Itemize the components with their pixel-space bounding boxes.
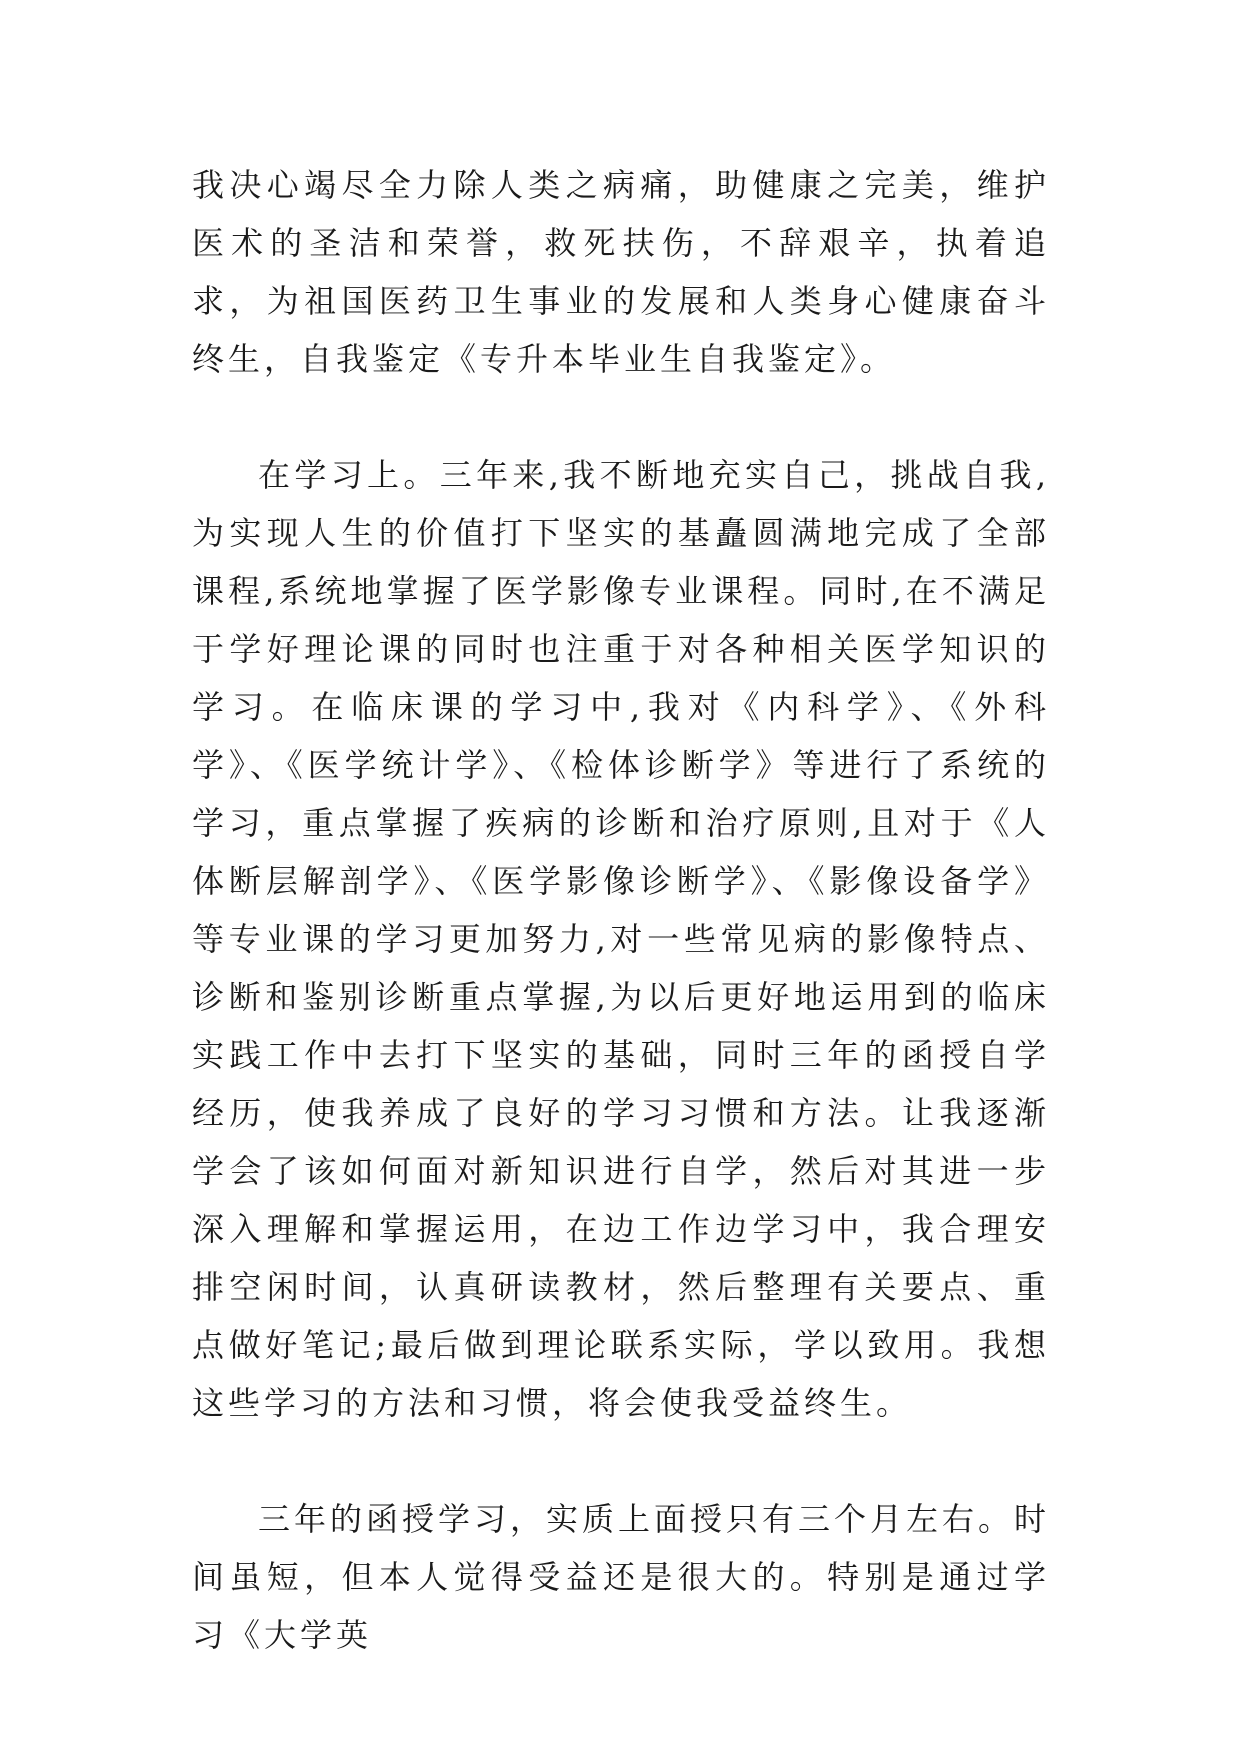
paragraph-1: 我决心竭尽全力除人类之病痛，助健康之完美，维护医术的圣洁和荣誉，救死扶伤，不辞艰辛，执着追求，为祖国医药卫生事业的发展和人类身心健康奋斗终生，自我鉴定《专升本毕业生自我鉴定》。 (192, 166, 1050, 378)
document-body (192, 156, 1050, 1664)
paragraph-gap (192, 388, 1050, 446)
paragraph-2: 在学习上。三年来,我不断地充实自己，挑战自我,为实现人生的价值打下坚实的基矗圆满地完成了全部课程,系统地掌握了医学影像专业课程。同时,在不满足于学好理论课的同时也注重于对各种相关医学知识的学习。在临床课的学习中,我对《内科学》、《外科学》、《医学统计学》、《检体诊断学》等进行了系统的学习，重点掌握了疾病的诊断和治疗原则,且对于《人体断层解剖学》、《医学影像诊断学》、《影像设备学》等专业课的学习更加努力,对一些常见病的影像特点、诊断和鉴别诊断重点掌握,为以后更好地运用到的临床实践工作中去打下坚实的基础，同时三年的函授自学经历，使我养成了良好的学习习惯和方法。让我逐渐学会了该如何面对新知识进行自学，然后对其进一步深入理解和掌握运用，在边工作边学习中，我合理安排空闲时间，认真研读教材，然后整理有关要点、重点做好笔记;最后做到理论联系实际，学以致用。我想这些学习的方法和习惯，将会使我受益终生。 (192, 456, 1050, 1422)
paragraph-gap (192, 1432, 1050, 1490)
paragraph-3: 三年的函授学习，实质上面授只有三个月左右。时间虽短，但本人觉得受益还是很大的。特别是通过学习《大学英 (192, 1500, 1051, 1654)
